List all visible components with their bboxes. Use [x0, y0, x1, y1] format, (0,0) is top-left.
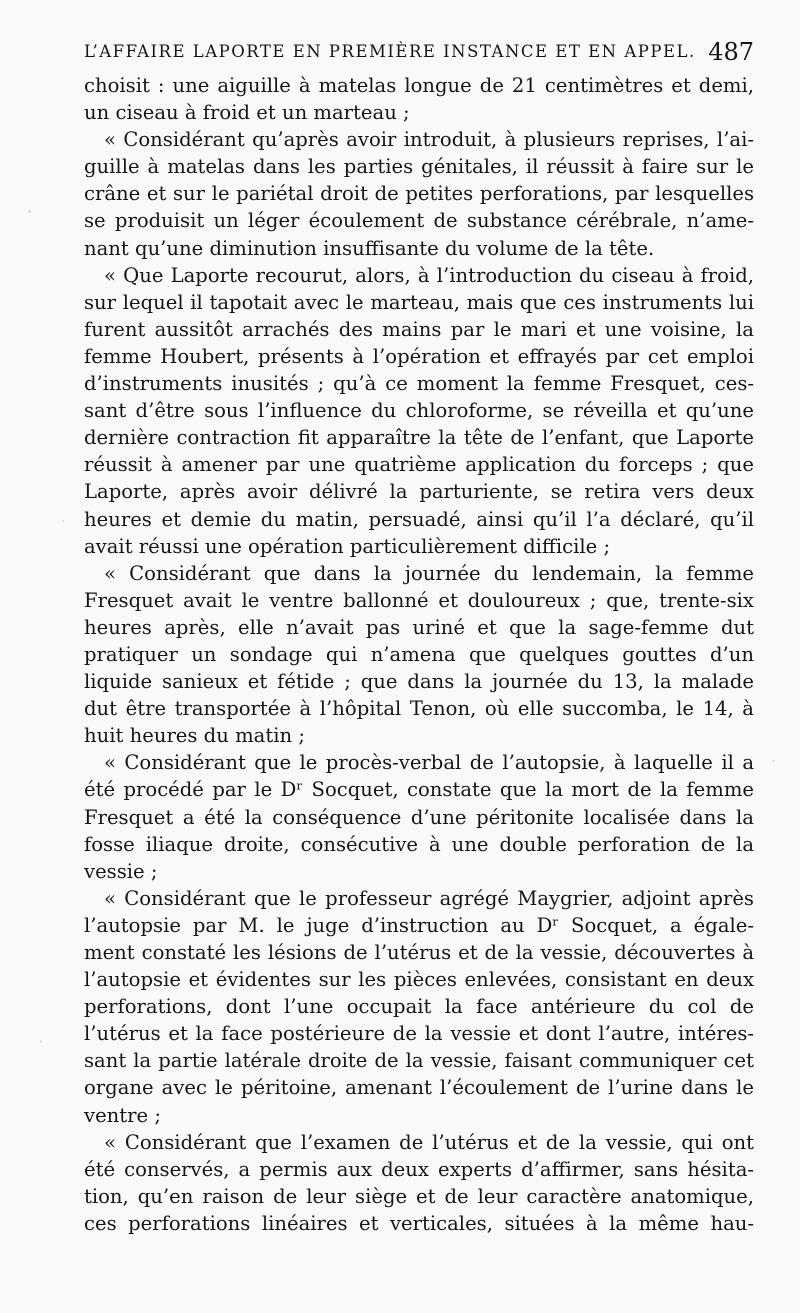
text-line: un ciseau à froid et un marteau ;: [84, 101, 410, 125]
text-line: Fresquet a été la conséquence d’une péritonite localisée dans la: [84, 805, 754, 829]
text-line: furent aussitôt arrachés des mains par le mari et une voisine, la: [84, 317, 754, 341]
page-header: [84, 38, 754, 74]
text-line: se produisit un léger écoulement de substance cérébrale, n’ame-: [84, 209, 754, 233]
text-line: « Considérant qu’après avoir introduit, à plusieurs reprises, l’ai-: [104, 128, 754, 152]
text-line: l’utérus et la face postérieure de la vessie et dont l’autre, intéres-: [84, 1022, 754, 1046]
text-line: l’autopsie et évidentes sur les pièces enlevées, consistant en deux: [84, 968, 754, 992]
text-line: sur lequel il tapotait avec le marteau, mais que ces instruments lui: [84, 290, 754, 314]
text-line: femme Houbert, présents à l’opération et effrayés par cet emploi: [84, 344, 754, 368]
text-line: « Considérant que le professeur agrégé Maygrier, adjoint après: [104, 886, 754, 910]
paper-speck: [772, 760, 775, 762]
text-line: sant d’être sous l’influence du chloroforme, se réveilla et qu’une: [84, 399, 754, 423]
text-line: été conservés, a permis aux deux experts d’affirmer, sans hésita-: [84, 1157, 754, 1181]
text-line: tion, qu’en raison de leur siège et de leur caractère anatomique,: [84, 1184, 754, 1208]
text-line: Laporte, après avoir délivré la parturiente, se retira vers deux: [84, 480, 754, 504]
text-line: pratiquer un sondage qui n’amena que quelques gouttes d’un: [84, 642, 754, 666]
text-line: ces perforations linéaires et verticales, situées à la même hau-: [84, 1211, 754, 1235]
text-line: fosse iliaque droite, consécutive à une double perforation de la: [84, 832, 754, 856]
text-line: huit heures du matin ;: [84, 724, 305, 748]
text-line: guille à matelas dans les parties génitales, il réussit à faire sur le: [84, 155, 754, 179]
page-number: 487: [708, 38, 754, 66]
text-line: vessie ;: [84, 859, 158, 883]
paper-speck: [62, 520, 64, 522]
text-line: ventre ;: [84, 1103, 161, 1127]
text-line: « Considérant que le procès-verbal de l’autopsie, à laquelle il a: [104, 751, 754, 775]
text-line: avait réussi une opération particulièrement difficile ;: [84, 534, 611, 558]
text-line: « Considérant que l’examen de l’utérus et de la vessie, qui ont: [104, 1130, 754, 1154]
text-line: Fresquet avait le ventre ballonné et douloureux ; que, trente-six: [84, 588, 754, 612]
paper-speck: [40, 1040, 42, 1043]
text-line: organe avec le péritoine, amenant l’écoulement de l’urine dans le: [84, 1076, 754, 1100]
text-line: choisit : une aiguille à matelas longue de 21 centimètres et demi,: [84, 74, 754, 97]
text-line: heures après, elle n’avait pas uriné et que la sage-femme dut: [84, 615, 754, 639]
running-head: L’AFFAIRE LAPORTE EN PREMIÈRE INSTANCE ET EN APPEL.: [84, 42, 696, 61]
text-line: dernière contraction fit apparaître la tête de l’enfant, que Laporte: [84, 426, 754, 450]
text-line: l’autopsie par M. le juge d’instruction au Dʳ Socquet, a égale-: [84, 913, 754, 937]
text-line: dut être transportée à l’hôpital Tenon, où elle succomba, le 14, à: [84, 697, 754, 721]
text-line: « Considérant que dans la journée du lendemain, la femme: [104, 561, 754, 585]
text-line: sant la partie latérale droite de la vessie, faisant communiquer cet: [84, 1049, 754, 1073]
text-line: d’instruments inusités ; qu’à ce moment la femme Fresquet, ces-: [84, 372, 754, 396]
body-text: [84, 72, 754, 1237]
text-line: crâne et sur le pariétal droit de petites perforations, par lesquelles: [84, 182, 754, 206]
text-line: ment constaté les lésions de l’utérus et de la vessie, découvertes à: [84, 941, 754, 964]
text-line: « Que Laporte recourut, alors, à l’introduction du ciseau à froid,: [104, 263, 754, 287]
paper-speck: [28, 210, 31, 213]
text-line: liquide sanieux et fétide ; que dans la journée du 13, la malade: [84, 670, 754, 694]
text-line: perforations, dont l’une occupait la face antérieure du col de: [84, 995, 754, 1019]
text-line: nant qu’une diminution insuffisante du volume de la tête.: [84, 236, 655, 260]
text-line: été procédé par le Dʳ Socquet, constate que la mort de la femme: [84, 778, 754, 802]
text-line: réussit à amener par une quatrième application du forceps ; que: [84, 453, 754, 477]
text-line: heures et demie du matin, persuadé, ainsi qu’il l’a déclaré, qu’il: [84, 507, 754, 531]
